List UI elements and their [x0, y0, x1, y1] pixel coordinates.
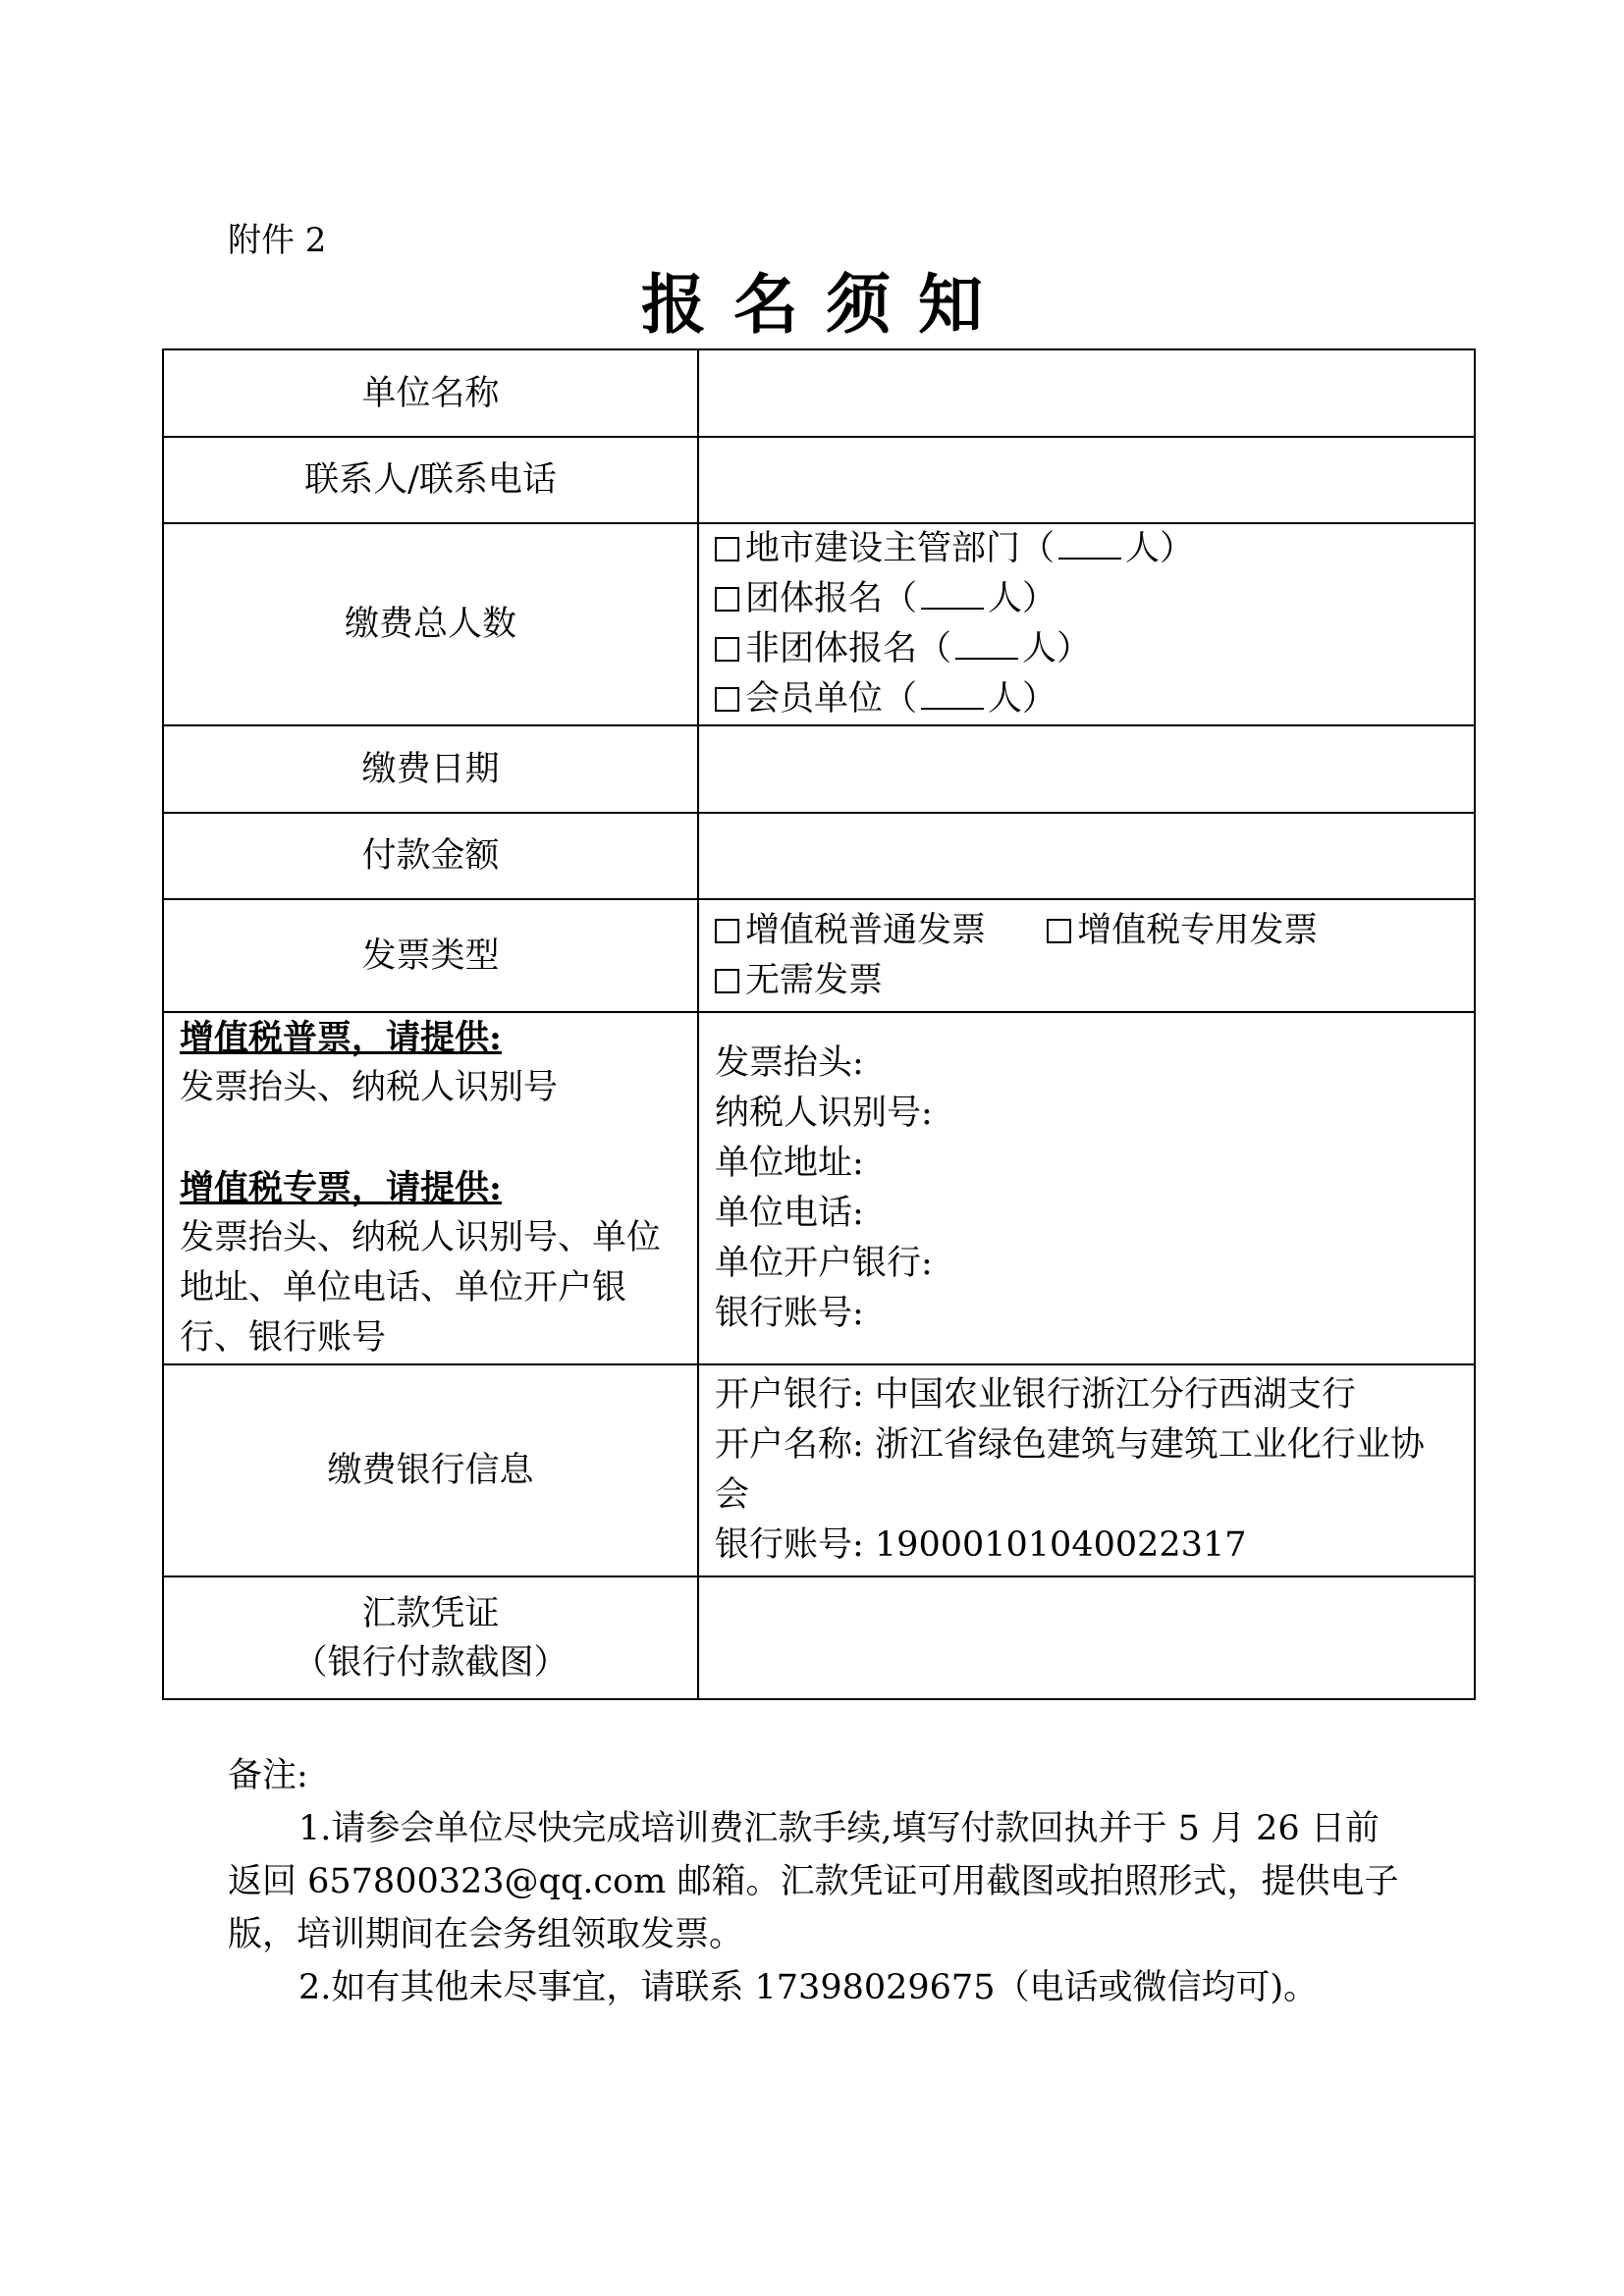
- invoice-type-options: [698, 899, 1475, 1012]
- notes-heading: 备注:: [228, 1756, 308, 1795]
- bank-info-label: 缴费银行信息: [163, 1364, 698, 1576]
- checkbox-icon[interactable]: [715, 637, 739, 662]
- row-unit-name: [163, 349, 1475, 437]
- headcount-option-suffix: 人）: [1022, 629, 1092, 668]
- spacer: [180, 1113, 681, 1163]
- invoice-type-label: 发票类型: [163, 899, 698, 1012]
- checkbox-icon[interactable]: [715, 537, 739, 561]
- attachment-label: 附件 2: [228, 221, 327, 260]
- headcount-option[interactable]: [715, 674, 1458, 724]
- invoice-requirements-label: [163, 1012, 698, 1364]
- remittance-field[interactable]: [698, 1576, 1475, 1699]
- invoice-type-line: [715, 906, 1458, 956]
- pay-date-field[interactable]: [698, 725, 1475, 813]
- headcount-option-prefix: 地市建设主管部门（: [745, 529, 1056, 568]
- checkbox-icon[interactable]: [715, 919, 739, 943]
- page-title: 报名须知: [641, 266, 1010, 343]
- contact-field[interactable]: [698, 437, 1475, 523]
- invoice-option-label: 增值税普通发票: [745, 910, 987, 950]
- blank-field[interactable]: [921, 578, 984, 610]
- invoice-option-normal[interactable]: [715, 911, 986, 950]
- note-item-2: 2.如有其他未尽事宜，请联系 17398029675（电话或微信均可)。: [298, 1968, 1319, 2007]
- remittance-label-line1: 汇款凭证: [361, 1593, 500, 1633]
- headcount-option[interactable]: [715, 574, 1458, 624]
- note-item-1: 1.请参会单位尽快完成培训费汇款手续,填写付款回执并于 5 月 26 日前返回 657800323@qq.com 邮箱。汇款凭证可用截图或拍照形式，提供电子版，培训期间在会务组领取发票。: [228, 1809, 1399, 1954]
- blank-field[interactable]: [921, 678, 984, 710]
- checkbox-icon[interactable]: [715, 687, 739, 712]
- account-number-line: 银行账号: 19000101040022317: [715, 1525, 1247, 1565]
- bank-name-line: 开户银行: 中国农业银行浙江分行西湖支行: [715, 1375, 1356, 1415]
- invoice-field-address[interactable]: 单位地址:: [715, 1143, 864, 1183]
- invoice-field-account[interactable]: 银行账号:: [715, 1293, 864, 1333]
- invoice-field-phone[interactable]: 单位电话:: [715, 1193, 864, 1233]
- headcount-option-suffix: 人）: [988, 579, 1057, 618]
- invoice-option-label: 增值税专用发票: [1077, 910, 1319, 950]
- headcount-option[interactable]: [715, 524, 1458, 574]
- row-invoice-requirements: [163, 1012, 1475, 1364]
- notes-section: [228, 1749, 1406, 2014]
- invoice-option-label: 无需发票: [745, 960, 884, 1000]
- bank-info-values: [698, 1364, 1475, 1576]
- pay-amount-label: 付款金额: [163, 813, 698, 899]
- checkbox-icon[interactable]: [715, 969, 739, 993]
- headcount-option-suffix: 人）: [988, 679, 1057, 719]
- headcount-option-prefix: 非团体报名（: [745, 629, 952, 668]
- headcount-option-prefix: 团体报名（: [745, 579, 918, 618]
- blank-field[interactable]: [1058, 528, 1121, 560]
- invoice-option-special[interactable]: [1047, 911, 1318, 950]
- invoice-fields: [698, 1012, 1475, 1364]
- headcount-option-prefix: 会员单位（: [745, 679, 918, 719]
- headcount-option[interactable]: [715, 624, 1458, 674]
- account-name-line: 开户名称: 浙江省绿色建筑与建筑工业化行业协会: [715, 1425, 1425, 1515]
- remittance-label-line2: （银行付款截图）: [293, 1642, 568, 1682]
- normal-invoice-body: 发票抬头、纳税人识别号: [180, 1068, 559, 1107]
- headcount-option-suffix: 人）: [1125, 529, 1195, 568]
- checkbox-icon[interactable]: [1047, 919, 1071, 943]
- blank-field[interactable]: [955, 628, 1018, 660]
- checkbox-icon[interactable]: [715, 587, 739, 612]
- special-invoice-body: 发票抬头、纳税人识别号、单位地址、单位电话、单位开户银行、银行账号: [180, 1218, 662, 1358]
- remittance-label: [163, 1576, 698, 1699]
- pay-date-label: 缴费日期: [163, 725, 698, 813]
- pay-amount-field[interactable]: [698, 813, 1475, 899]
- registration-form-table: [162, 348, 1476, 1700]
- row-pay-date: [163, 725, 1475, 813]
- normal-invoice-heading: 增值税普票，请提供:: [180, 1018, 502, 1058]
- row-bank-info: [163, 1364, 1475, 1576]
- invoice-field-taxpayer-id[interactable]: 纳税人识别号:: [715, 1093, 933, 1133]
- headcount-label: 缴费总人数: [163, 523, 698, 725]
- row-pay-amount: [163, 813, 1475, 899]
- invoice-field-title[interactable]: 发票抬头:: [715, 1042, 864, 1083]
- unit-name-field[interactable]: [698, 349, 1475, 437]
- invoice-field-bank[interactable]: 单位开户银行:: [715, 1243, 933, 1283]
- headcount-options: [698, 523, 1475, 725]
- row-contact: [163, 437, 1475, 523]
- row-headcount: [163, 523, 1475, 725]
- invoice-option-none[interactable]: [715, 956, 1458, 1006]
- row-invoice-type: [163, 899, 1475, 1012]
- contact-label: 联系人/联系电话: [163, 437, 698, 523]
- row-remittance: [163, 1576, 1475, 1699]
- unit-name-label: 单位名称: [163, 349, 698, 437]
- special-invoice-heading: 增值税专票，请提供:: [180, 1168, 502, 1208]
